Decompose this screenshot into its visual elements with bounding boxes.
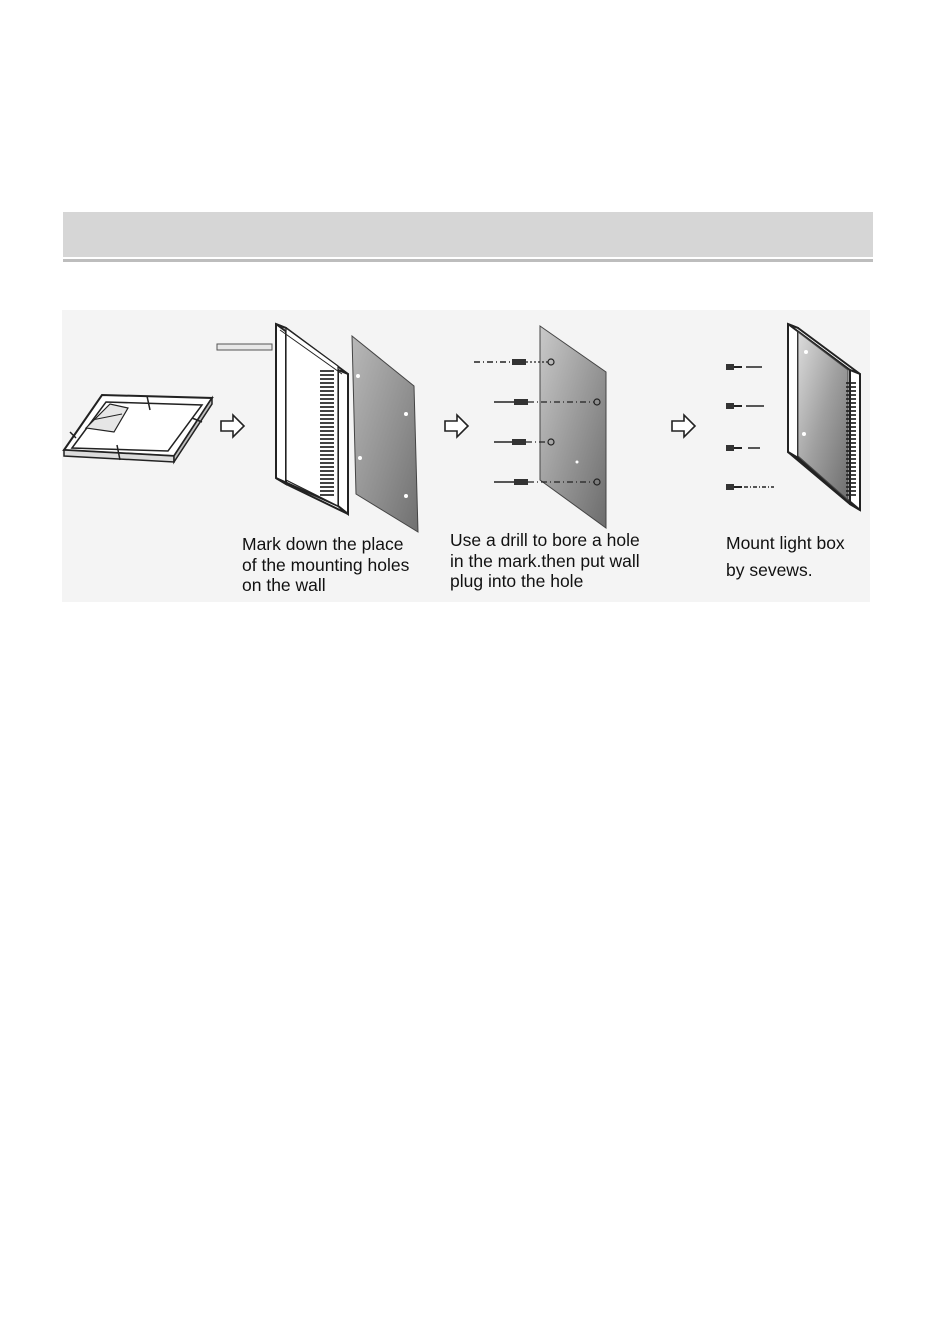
caption-line: Use a drill to bore a hole bbox=[450, 530, 640, 550]
mount-rail-icon bbox=[217, 344, 272, 350]
caption-line: of the mounting holes bbox=[242, 554, 410, 575]
caption-line: by sevews. bbox=[726, 560, 813, 580]
caption-line: on the wall bbox=[242, 575, 326, 595]
hollow-right-arrow-icon bbox=[445, 415, 468, 437]
installation-figure bbox=[62, 310, 870, 602]
drilled-wall-icon bbox=[540, 326, 606, 528]
screw-icon bbox=[726, 403, 764, 409]
caption-line: Mount light box bbox=[726, 533, 845, 553]
step-caption-mark-holes bbox=[242, 534, 409, 596]
wall-plug-icon bbox=[474, 359, 548, 365]
screw-icon bbox=[726, 445, 760, 451]
caption-line: in the mark.then put wall bbox=[450, 550, 640, 571]
wall-panel-icon bbox=[352, 336, 418, 532]
hollow-right-arrow-icon bbox=[672, 415, 695, 437]
screw-icon bbox=[726, 364, 762, 370]
step-caption-mount-box bbox=[726, 530, 845, 584]
step-caption-drill-hole bbox=[450, 530, 640, 592]
section-header-rule bbox=[63, 259, 873, 262]
flat-frame-icon bbox=[64, 395, 212, 462]
upright-frame-icon bbox=[276, 324, 348, 514]
light-box-icon bbox=[788, 324, 860, 510]
screw-icon bbox=[726, 484, 774, 490]
caption-line: Mark down the place bbox=[242, 534, 404, 554]
caption-line: plug into the hole bbox=[450, 571, 584, 591]
section-header-bar bbox=[63, 212, 873, 257]
hollow-right-arrow-icon bbox=[221, 415, 244, 437]
